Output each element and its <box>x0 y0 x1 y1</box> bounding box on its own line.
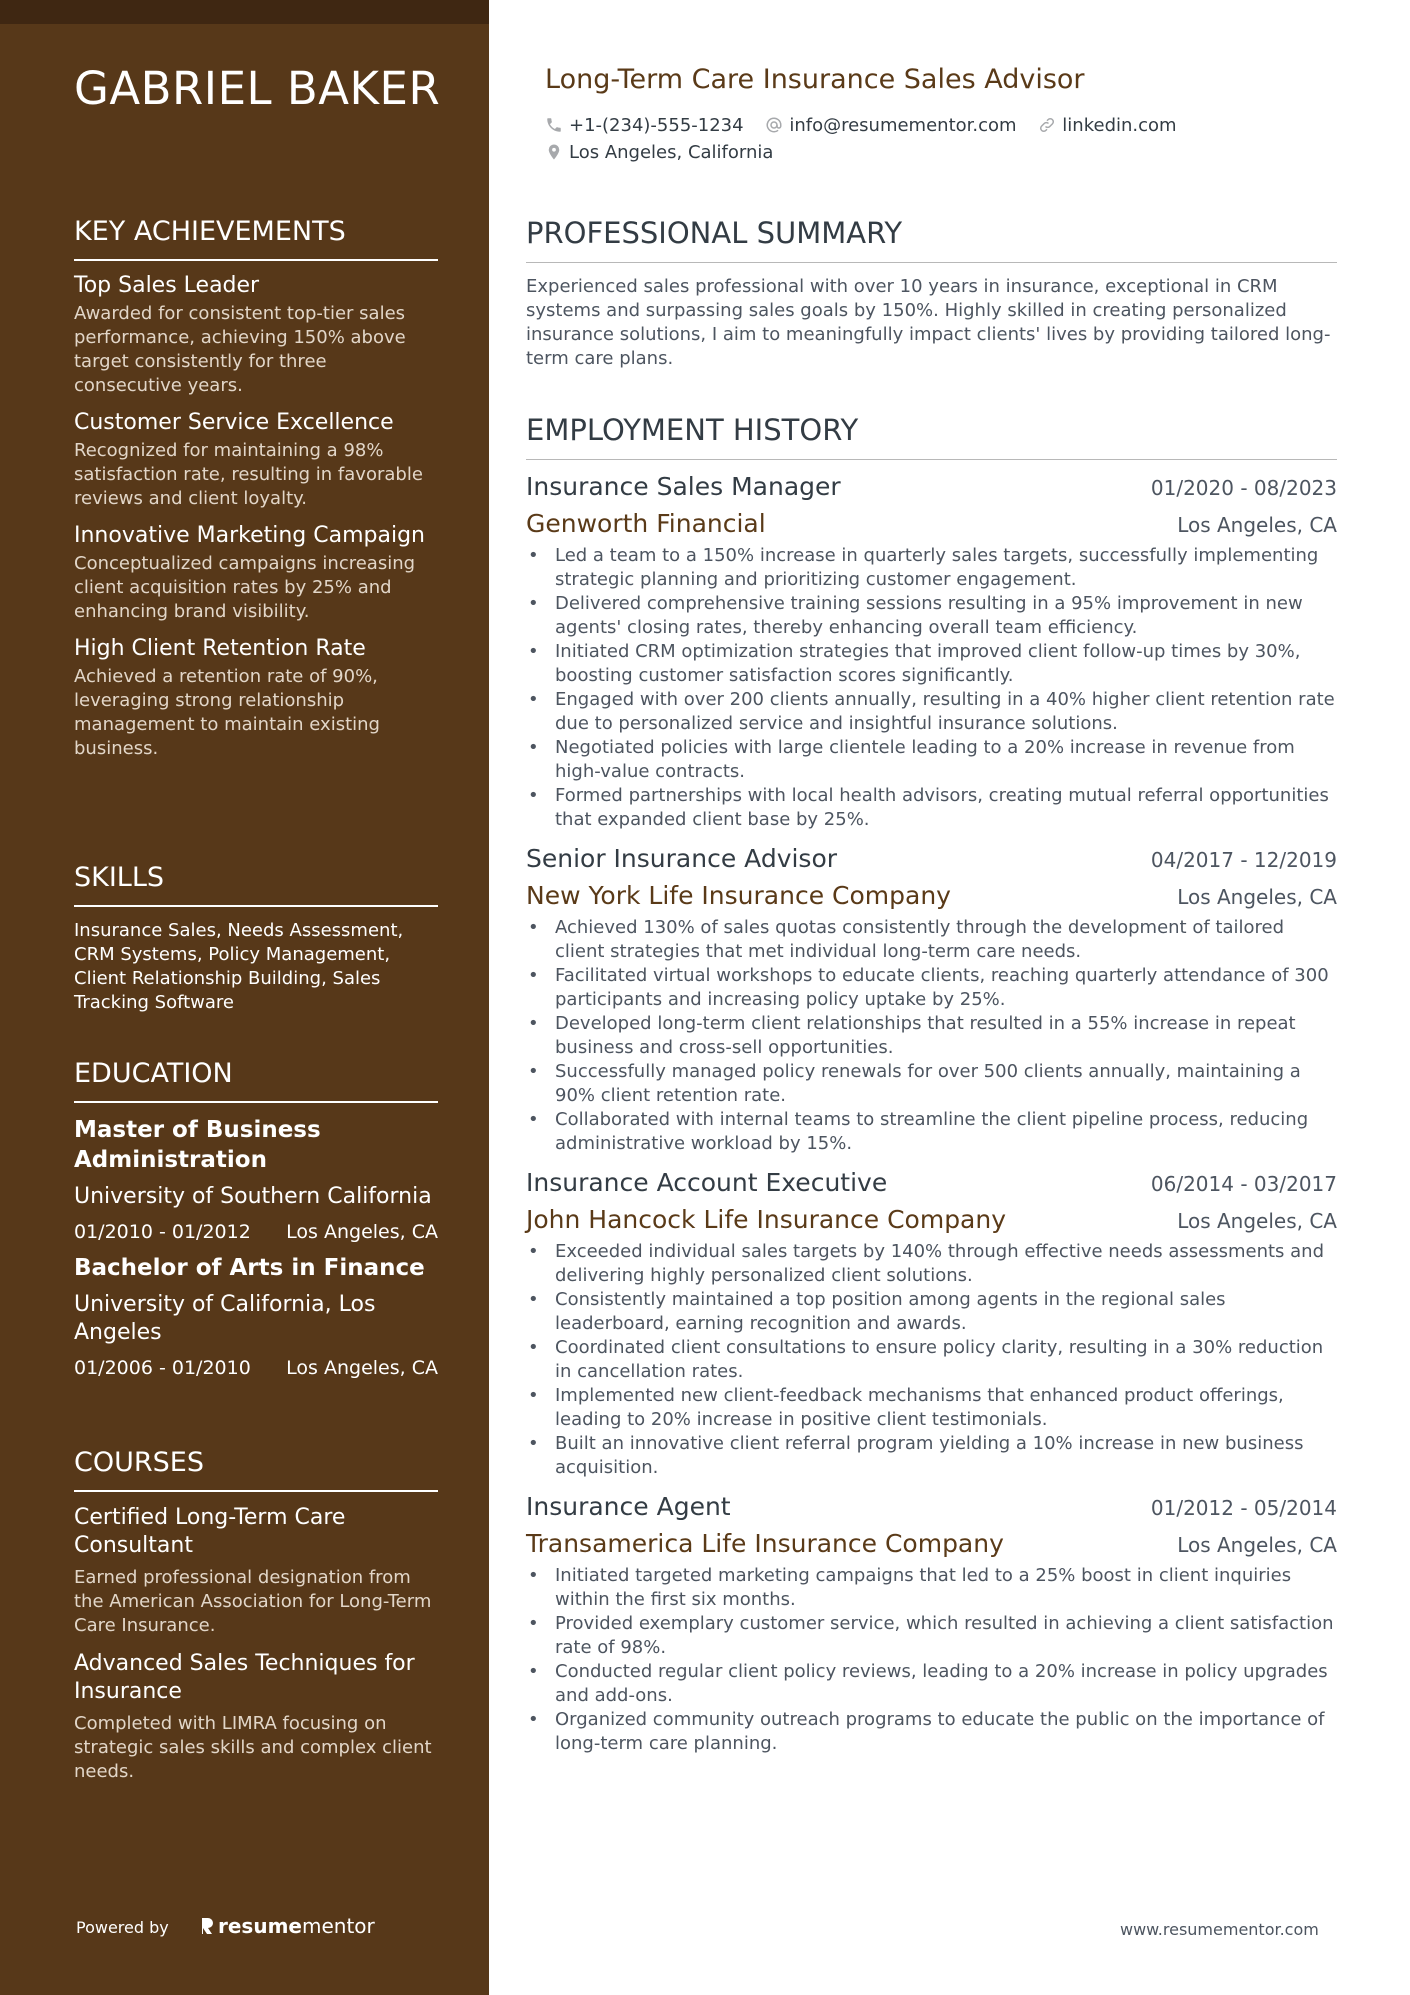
resumementor-logo-icon <box>200 1917 214 1935</box>
location-contact <box>545 139 773 165</box>
job-bullet: • Implemented new client-feedback mechanisms that enhanced product offerings, leading to 20% increase in positive client testimonials. <box>526 1384 1337 1432</box>
job-bullet: • Initiated targeted marketing campaigns that led to a 25% boost in client inquiries within the first six months. <box>526 1564 1337 1612</box>
sidebar-top-strip <box>0 0 489 24</box>
job-bullet: • Built an innovative client referral program yielding a 10% increase in new business acquisition. <box>526 1432 1337 1480</box>
location-text: Los Angeles, California <box>569 141 774 163</box>
phone-contact[interactable] <box>545 112 744 138</box>
job-title: Insurance Account Executive <box>526 1168 888 1197</box>
website-link[interactable]: www.resumementor.com <box>1120 1920 1319 1939</box>
job-dates: 06/2014 - 03/2017 <box>1150 1172 1337 1196</box>
skills-section <box>74 862 438 1015</box>
job-company: Transamerica Life Insurance Company <box>526 1529 1004 1558</box>
job-company: Genworth Financial <box>526 509 766 538</box>
edu-degree: Master of Business Administration <box>74 1117 321 1173</box>
achievement-title: Innovative Marketing Campaign <box>74 523 426 548</box>
job-bullet: • Provided exemplary customer service, which resulted in achieving a client satisfaction rate of 98%. <box>526 1612 1337 1660</box>
edu-dates: 01/2010 - 01/2012 <box>74 1221 251 1243</box>
at-icon <box>765 116 783 134</box>
job-dates: 01/2012 - 05/2014 <box>1150 1496 1337 1520</box>
section-heading: EMPLOYMENT HISTORY <box>526 413 1337 460</box>
job-bullet: • Achieved 130% of sales quotas consistently through the development of tailored client strategies that met individual long-term care needs. <box>526 916 1337 964</box>
achievement-item <box>74 273 438 398</box>
course-desc: Earned professional designation from the American Association for Long-Term Care Insurance. <box>74 1567 432 1636</box>
achievement-desc: Achieved a retention rate of 90%, leveraging strong relationship management to maintain existing business. <box>74 666 380 759</box>
email-text: info@resumementor.com <box>789 114 1017 136</box>
job-company: New York Life Insurance Company <box>526 881 951 910</box>
edu-degree: Bachelor of Arts in Finance <box>74 1255 425 1281</box>
education-item <box>74 1115 438 1243</box>
job-bullet: • Initiated CRM optimization strategies that improved client follow-up times by 30%, boosting customer satisfaction scores significantly. <box>526 640 1337 688</box>
job-bullet: • Conducted regular client policy reviews, leading to a 20% increase in policy upgrades and add-ons. <box>526 1660 1337 1708</box>
location-pin-icon <box>545 143 563 161</box>
achievement-title: Top Sales Leader <box>74 273 260 298</box>
job-bullet: • Engaged with over 200 clients annually, resulting in a 40% higher client retention rate due to personalized service and insightful insurance solutions. <box>526 688 1337 736</box>
job-bullet: • Collaborated with internal teams to streamline the client pipeline process, reducing administrative workload by 15%. <box>526 1108 1337 1156</box>
email-contact[interactable] <box>765 112 1016 138</box>
job-bullet: • Led a team to a 150% increase in quarterly sales targets, successfully implementing strategic planning and prioritizing customer engagement. <box>526 544 1337 592</box>
brand-logo[interactable] <box>200 1914 375 1938</box>
job-location: Los Angeles, CA <box>1177 513 1337 537</box>
job-entry <box>526 472 1337 832</box>
section-heading: KEY ACHIEVEMENTS <box>74 216 438 261</box>
achievement-item <box>74 523 438 624</box>
job-dates: 01/2020 - 08/2023 <box>1150 476 1337 500</box>
job-bullet: • Delivered comprehensive training sessions resulting in a 95% improvement in new agents' closing rates, thereby enhancing overall team efficiency. <box>526 592 1337 640</box>
course-desc: Completed with LIMRA focusing on strategic sales skills and complex client needs. <box>74 1713 432 1782</box>
job-dates: 04/2017 - 12/2019 <box>1150 848 1337 872</box>
job-title: Insurance Agent <box>526 1492 731 1521</box>
job-bullets <box>526 916 1337 1156</box>
linkedin-text: linkedin.com <box>1062 114 1177 136</box>
job-bullet: • Exceeded individual sales targets by 140% through effective needs assessments and delivering highly personalized client solutions. <box>526 1240 1337 1288</box>
education-item <box>74 1253 438 1379</box>
course-item <box>74 1504 438 1638</box>
section-heading: EDUCATION <box>74 1058 438 1103</box>
job-entry <box>526 1168 1337 1480</box>
achievement-desc: Recognized for maintaining a 98% satisfaction rate, resulting in favorable reviews and client loyalty. <box>74 440 423 509</box>
section-heading: COURSES <box>74 1447 438 1492</box>
achievement-desc: Conceptualized campaigns increasing client acquisition rates by 25% and enhancing brand visibility. <box>74 553 416 622</box>
job-location: Los Angeles, CA <box>1177 1209 1337 1233</box>
job-headline: Long-Term Care Insurance Sales Advisor <box>545 64 1085 95</box>
achievement-desc: Awarded for consistent top-tier sales performance, achieving 150% above target consistently for three consecutive years. <box>74 303 406 396</box>
professional-summary-section <box>526 216 1337 371</box>
section-heading: SKILLS <box>74 862 438 907</box>
job-bullet: • Consistently maintained a top position among agents in the regional sales leaderboard, earning recognition and awards. <box>526 1288 1337 1336</box>
job-bullets <box>526 1240 1337 1480</box>
achievement-item <box>74 636 438 761</box>
job-location: Los Angeles, CA <box>1177 1533 1337 1557</box>
phone-text: +1-(234)-555-1234 <box>569 114 744 136</box>
contact-info <box>545 112 1325 166</box>
link-icon <box>1038 116 1056 134</box>
edu-school: University of California, Los Angeles <box>74 1292 376 1345</box>
course-title: Certified Long-Term Care Consultant <box>74 1505 346 1558</box>
employment-history-section <box>526 413 1337 1756</box>
achievement-item <box>74 410 438 511</box>
summary-text: Experienced sales professional with over 10 years in insurance, exceptional in CRM systems and surpassing sales goals by 150%. Highly skilled in creating personalized insurance solutions, I aim to meaningfully impact clients' lives by providing tailored long-term care plans. <box>526 276 1331 369</box>
brand-bold: resume <box>218 1914 302 1938</box>
education-section <box>74 1058 438 1379</box>
job-location: Los Angeles, CA <box>1177 885 1337 909</box>
section-heading: PROFESSIONAL SUMMARY <box>526 216 1337 263</box>
edu-location: Los Angeles, CA <box>286 1357 438 1379</box>
edu-location: Los Angeles, CA <box>286 1221 438 1243</box>
brand-light: mentor <box>301 1914 375 1938</box>
achievement-title: Customer Service Excellence <box>74 410 394 435</box>
job-bullet: • Organized community outreach programs to educate the public on the importance of long-term care planning. <box>526 1708 1337 1756</box>
job-bullets <box>526 1564 1337 1756</box>
course-title: Advanced Sales Techniques for Insurance <box>74 1651 415 1704</box>
job-bullets <box>526 544 1337 832</box>
powered-by-label: Powered by <box>76 1918 169 1937</box>
key-achievements-section <box>74 216 438 761</box>
job-entry <box>526 1492 1337 1756</box>
job-entry <box>526 844 1337 1156</box>
achievement-title: High Client Retention Rate <box>74 636 366 661</box>
job-title: Senior Insurance Advisor <box>526 844 838 873</box>
courses-section <box>74 1447 438 1784</box>
edu-school: University of Southern California <box>74 1184 432 1209</box>
candidate-name: GABRIEL BAKER <box>74 62 441 115</box>
job-bullet: • Facilitated virtual workshops to educate clients, reaching quarterly attendance of 300 participants and increasing policy uptake by 25%. <box>526 964 1337 1012</box>
job-bullet: • Successfully managed policy renewals for over 500 clients annually, maintaining a 90% client retention rate. <box>526 1060 1337 1108</box>
job-bullet: • Formed partnerships with local health advisors, creating mutual referral opportunities that expanded client base by 25%. <box>526 784 1337 832</box>
skills-list: Insurance Sales, Needs Assessment, CRM Systems, Policy Management, Client Relationship Building, Sales Tracking Software <box>74 920 404 1013</box>
job-company: John Hancock Life Insurance Company <box>526 1205 1007 1234</box>
edu-dates: 01/2006 - 01/2010 <box>74 1357 251 1379</box>
course-item <box>74 1650 438 1784</box>
sidebar <box>0 0 489 1995</box>
job-title: Insurance Sales Manager <box>526 472 841 501</box>
linkedin-contact[interactable] <box>1038 112 1176 138</box>
job-bullet: • Developed long-term client relationships that resulted in a 55% increase in repeat business and cross-sell opportunities. <box>526 1012 1337 1060</box>
phone-icon <box>545 116 563 134</box>
job-bullet: • Negotiated policies with large clientele leading to a 20% increase in revenue from high-value contracts. <box>526 736 1337 784</box>
job-bullet: • Coordinated client consultations to ensure policy clarity, resulting in a 30% reduction in cancellation rates. <box>526 1336 1337 1384</box>
